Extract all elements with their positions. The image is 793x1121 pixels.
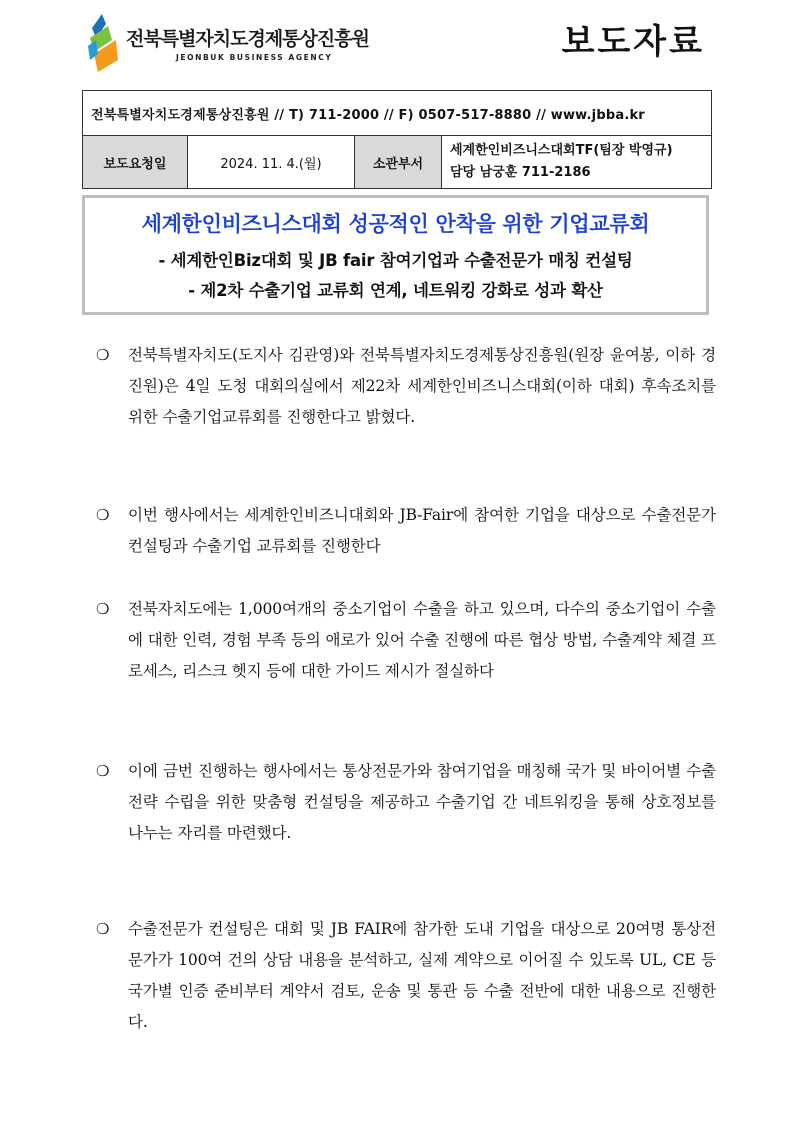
request-date-label: 보도요청일: [83, 136, 188, 189]
paragraph-text: 전북자치도에는 1,000여개의 중소기업이 수출을 하고 있으며, 다수의 중소기업이 수출에 대한 인력, 경험 부족 등의 애로가 있어 수출 진행에 따른 협상 방법, 수출계약 체결 프로세스, 리스크 헷지 등에 대한 가이드 제시가 절실하다: [128, 600, 716, 680]
headline-sub-1: - 세계한인Biz대회 및 JB fair 참여기업과 수출전문가 매칭 컨설팅: [158, 251, 633, 270]
dept-label: 소관부서: [355, 136, 442, 189]
info-table: [82, 90, 712, 189]
request-date: 2024. 11. 4.(월): [188, 136, 355, 189]
bullet-circle-icon: ❍: [96, 762, 110, 780]
org-logo: [86, 10, 376, 76]
bullet-circle-icon: ❍: [96, 346, 110, 364]
body-paragraph: [96, 500, 716, 562]
body-paragraph: [96, 756, 716, 849]
paragraph-text: 수출전문가 컨설팅은 대회 및 JB FAIR에 참가한 도내 기업을 대상으로 20여명 통상전문가가 100여 건의 상담 내용을 분석하고, 실제 계약으로 이어질 수 있도록 UL, CE 등 국가별 인증 준비부터 계약서 검토, 운송 및 통관 등 수출 전반에 대한 내용으로 진행한다.: [128, 920, 716, 1031]
dept-contact: 담당 남궁훈 711-2186: [450, 165, 591, 180]
body-paragraph: [96, 340, 716, 433]
bullet-circle-icon: ❍: [96, 600, 110, 618]
org-name-en: JEONBUK BUSINESS AGENCY: [176, 53, 333, 62]
body-paragraph: [96, 594, 716, 687]
org-name-ko: 전북특별자치도경제통상진흥원: [126, 28, 369, 50]
paragraph-text: 이에 금번 진행하는 행사에서는 통상전문가와 참여기업을 매칭해 국가 및 바이어별 수출 전략 수립을 위한 맞춤형 컨설팅을 제공하고 수출기업 간 네트워킹을 통해 상호정보를 나누는 자리를 마련했다.: [128, 762, 716, 842]
press-release-title: 보도자료: [561, 22, 705, 62]
headline-sub-2: - 제2차 수출기업 교류회 연계, 네트워킹 강화로 성과 확산: [188, 281, 603, 300]
headline-box: [82, 195, 709, 315]
bullet-circle-icon: ❍: [96, 920, 110, 938]
dept-team: 세계한인비즈니스대회TF(팀장 박영규): [450, 143, 673, 158]
body-paragraph: [96, 914, 716, 1038]
contact-line: 전북특별자치도경제통상진흥원 // T) 711-2000 // F) 0507-517-8880 // www.jbba.kr: [83, 91, 712, 136]
agency-logo-icon: [86, 10, 122, 74]
paragraph-text: 전북특별자치도(도지사 김관영)와 전북특별자치도경제통상진흥원(원장 윤여봉, 이하 경진원)은 4일 도청 대회의실에서 제22차 세계한인비즈니스대회(이하 대회) 후속조치를 위한 수출기업교류회를 진행한다고 밝혔다.: [128, 346, 716, 426]
paragraph-text: 이번 행사에서는 세계한인비즈니대회와 JB-Fair에 참여한 기업을 대상으로 수출전문가 컨설팅과 수출기업 교류회를 진행한다: [128, 506, 716, 555]
dept-info: [442, 136, 712, 189]
headline-main: 세계한인비즈니스대회 성공적인 안착을 위한 기업교류회: [141, 212, 650, 236]
bullet-circle-icon: ❍: [96, 506, 110, 524]
